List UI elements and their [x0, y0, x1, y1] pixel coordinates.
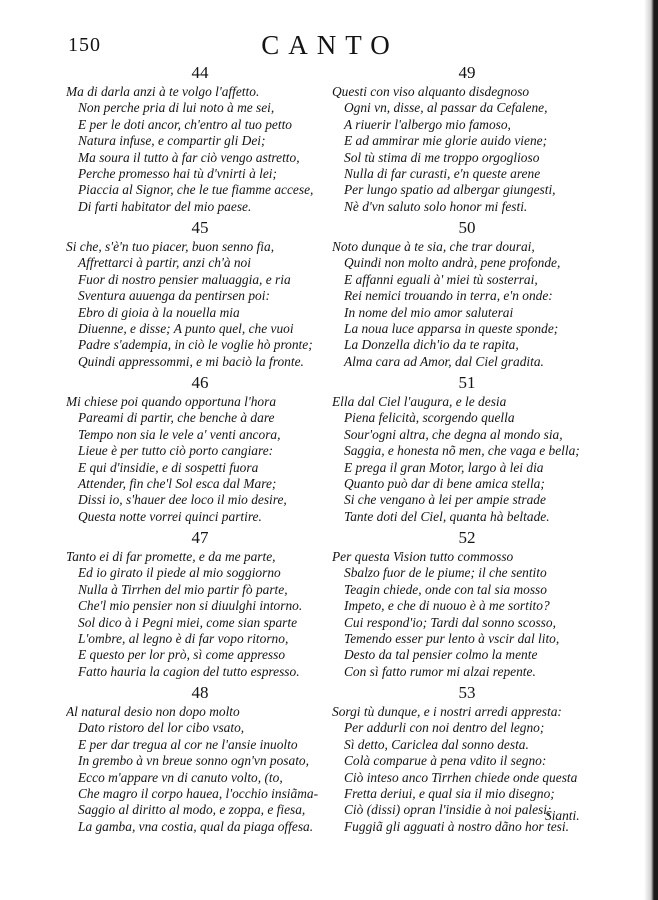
- verse-line: Ed io girato il piede al mio soggiorno: [78, 565, 281, 581]
- verse-line: E prega il gran Motor, largo à lei dia: [344, 459, 544, 475]
- verse-line: Tanto ei di far promette, e da me parte,: [66, 549, 276, 564]
- verse-line: Nulla di far curasti, e'n queste arene: [344, 165, 541, 181]
- verse-line: Che magro il corpo haueа, l'occhio insiãma-: [78, 785, 319, 801]
- verse-line: Diuenne, e disse; A punto quel, che vuoi: [78, 320, 294, 336]
- verse-line: Per addurli con noi dentro del legno;: [344, 720, 545, 736]
- page-edge-shadow: [644, 0, 658, 900]
- verse-line: Fretta deriui, e qual sia il mio disegno;: [344, 785, 555, 801]
- verse-line: Per lungo spatio ad albergar giungesti,: [344, 182, 556, 198]
- verse-line: L'ombre, al legno è di far vopo ritorno,: [78, 630, 289, 646]
- verse-line: Mi chiese poi quando opportuna l'hora: [66, 394, 277, 409]
- catchword: Sianti.: [545, 808, 580, 823]
- stanza-number: 51: [458, 373, 476, 392]
- verse-line: Colà comparue à pena vdito il segno:: [344, 753, 547, 769]
- verse-line: E ad ammirar mie glorie auido viene;: [344, 133, 548, 149]
- stanza-number: 52: [458, 528, 476, 547]
- verse-line: Quindi appressommi, e mi baciò la fronte.: [78, 353, 304, 369]
- verse-line: Affrettarci à partir, anzi ch'à noi: [78, 255, 251, 271]
- verse-line: E per le doti ancor, ch'entro al tuo petto: [78, 116, 292, 132]
- page-number: 150: [68, 34, 101, 56]
- verse-line: Di farti habitator del mio paese.: [78, 198, 252, 214]
- verse-line: Ciò (dissi) opran l'insidie à noi palesi;: [344, 802, 552, 818]
- verse-line: Fuggiã gli agguati à nostro dãno hor tesi.: [344, 818, 569, 834]
- stanza: [332, 62, 602, 217]
- verse-line: Sbalzo fuor de le piume; il che sentito: [344, 565, 547, 581]
- verse-line: Piaccia al Signor, che le tue fiamme accese,: [78, 182, 314, 198]
- verse-line: A riuerir l'albergo mio famoso,: [344, 116, 511, 132]
- verse-line: Sì detto, Cariclea dal sonno desta.: [344, 736, 529, 752]
- verse-line: Nè d'vn saluto solo honor mi festi.: [344, 198, 528, 214]
- verse-line: Cui respond'io; Tardi dal sonno scosso,: [344, 614, 556, 630]
- verse-line: Quanto può dar di bene amica stella;: [344, 475, 545, 491]
- verse-line: Ciò inteso anco Tirrhen chiede onde questa: [344, 769, 578, 785]
- verse-line: Al natural desio non dopo molto: [66, 704, 240, 719]
- verse-line: Saggio al diritto al modo, e zoppa, e fiesa,: [78, 802, 306, 818]
- verse-line: Pareami di partir, che benche à dare: [78, 410, 275, 426]
- verse-line: In nome del mio amor saluterai: [344, 304, 514, 320]
- verse-line: Fatto hauria la cagion del tutto espresso.: [78, 663, 300, 679]
- verse-line: Tempo non sia le vele a' venti ancora,: [78, 426, 281, 442]
- verse-line: Che'l mio pensier non si diuulghi intorno.: [78, 598, 303, 614]
- verse-line: Quindi non molto andrà, pene profonde,: [344, 255, 561, 271]
- verse-line: E questo per lor prò, sì come appresso: [78, 647, 286, 663]
- verse-line: E per dar tregua al cor ne l'ansie inuolto: [78, 736, 298, 752]
- stanza: [66, 682, 334, 837]
- stanza: [66, 527, 334, 682]
- right-column: [332, 62, 602, 837]
- verse-line: Per questa Vision tutto commosso: [332, 549, 514, 564]
- verse-line: Non perche pria di lui noto à me sei,: [78, 100, 275, 116]
- verse-line: Desto da tal pensier colmo la mente: [344, 647, 538, 663]
- verse-line: Ella dal Ciel l'augura, e le desia: [332, 394, 507, 409]
- running-head: CANTO: [261, 30, 399, 60]
- verse-line: E qui d'insidie, e di sospetti fuora: [78, 459, 259, 475]
- verse-line: Ma di darla anzi à te volgo l'affetto.: [66, 84, 260, 99]
- verse-line: Si che vengano à lei per ampie strade: [344, 492, 546, 508]
- verse-line: Lieue è per tutto ciò porto cangiare:: [78, 443, 274, 459]
- stanza: [66, 217, 334, 372]
- stanza: [332, 372, 602, 527]
- stanza-number: 49: [458, 63, 476, 82]
- verse-line: Tante doti del Ciel, quanta hà beltade.: [344, 508, 550, 524]
- verse-line: Questa notte vorrei quinci partire.: [78, 508, 262, 524]
- verse-line: La gamba, vna costia, qual da piaga offesa.: [78, 818, 314, 834]
- verse-line: Perche promesso hai tù d'vnirti à lei;: [78, 165, 277, 181]
- verse-line: Piena felicità, scorgendo quella: [344, 410, 515, 426]
- verse-line: Dato ristoro del lor cibo vsato,: [78, 720, 245, 736]
- verse-line: Ogni vn, disse, al passar da Cefalene,: [344, 100, 548, 116]
- verse-line: Teagin chiede, onde con tal sia mosso: [344, 581, 547, 597]
- verse-line: Fuor di nostro pensier maluaggia, e ria: [78, 271, 291, 287]
- stanza: [66, 372, 334, 527]
- verse-line: Saggia, e honesta nõ men, che vaga e bella;: [344, 443, 580, 459]
- verse-line: Rei nemici trouando in terra, e'n onde:: [344, 288, 553, 304]
- verse-line: Attender, fin che'l Sol esca dal Mare;: [78, 475, 277, 491]
- stanza: [332, 527, 602, 682]
- stanza: [332, 217, 602, 372]
- verse-line: Si che, s'è'n tuo piacer, buon senno fia,: [66, 239, 275, 254]
- verse-line: Nulla à Tirrhen del mio partir fò parte,: [78, 581, 288, 597]
- verse-line: La noua luce apparsa in queste sponde;: [344, 320, 559, 336]
- stanza-number: 46: [191, 373, 209, 392]
- verse-line: Questi con viso alquanto disdegnoso: [332, 84, 530, 99]
- verse-line: Noto dunque à te sia, che trar dourai,: [332, 239, 535, 254]
- verse-line: Ebro di gioia à la nouella mia: [78, 304, 240, 320]
- verse-line: Temendo esser pur lento à vscir dal lito,: [344, 630, 560, 646]
- stanza-number: 44: [191, 63, 209, 82]
- left-column: [66, 62, 334, 837]
- verse-line: Ecco m'appare vn di canuto volto, (to,: [78, 769, 283, 785]
- verse-line: Natura infuse, e compartir gli Dei;: [78, 133, 266, 149]
- verse-line: Alma cara ad Amor, dal Ciel gradita.: [344, 353, 544, 369]
- verse-line: Sol tù stima di me troppo orgoglioso: [344, 149, 540, 165]
- verse-line: La Donzella dich'io da te rapita,: [344, 337, 519, 353]
- verse-line: Sour'ogni altra, che degna al mondo sia,: [344, 426, 563, 442]
- stanza-number: 47: [191, 528, 209, 547]
- verse-line: In grembo à vn breue sonno ogn'vn posato,: [78, 753, 309, 769]
- verse-line: E affanni eguali à' miei tù sosterrai,: [344, 271, 538, 287]
- stanza-number: 50: [458, 218, 476, 237]
- verse-line: Padre s'adempia, in ciò le voglie hò pronte;: [78, 337, 313, 353]
- verse-line: Sventura auuenga da pentirsen poi:: [78, 288, 270, 304]
- verse-line: Impeto, e che di nuouo è à me sortito?: [344, 598, 550, 614]
- verse-line: Con sì fatto rumor mi alzai repente.: [344, 663, 536, 679]
- verse-line: Sorgi tù dunque, e i nostri arredi appresta:: [332, 704, 562, 719]
- stanza-number: 48: [191, 683, 209, 702]
- stanza-number: 53: [458, 683, 476, 702]
- stanza-number: 45: [191, 218, 209, 237]
- stanza: [66, 62, 334, 217]
- verse-line: Sol dico à i Pegni miei, come sian sparte: [78, 614, 298, 630]
- verse-line: Dissi io, s'hauer dee loco il mio desire,: [78, 492, 287, 508]
- verse-line: Ma soura il tutto à far ciò vengo astretto,: [78, 149, 300, 165]
